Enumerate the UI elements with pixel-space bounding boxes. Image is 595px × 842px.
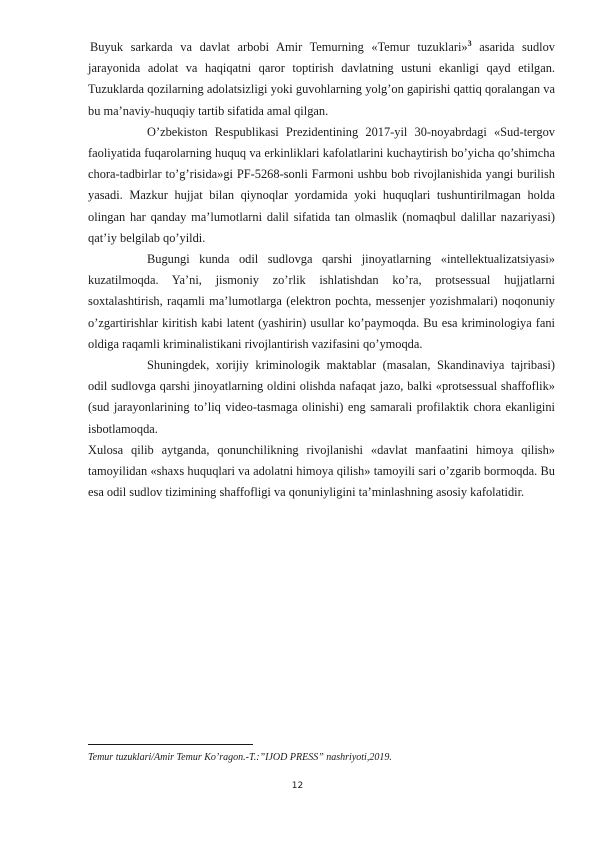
footnote-separator [88, 744, 253, 745]
paragraph-1 [88, 37, 555, 122]
paragraph-conclusion: Xulosa qilib aytganda, qonunchilikning rivojlanishi «davlat manfaatini himoya qilish» tamoyilidan «shaxs huquqlari va adolatni himoya qilish» tamoyili sari o’zgarib bormoqda. Bu esa odil sudlov tizimining shaffofligi va qonuniyligini ta’minlashning asosiy kafolatidir. [88, 442, 555, 500]
paragraph-2: O’zbekiston Respublikasi Prezidentining 2017-yil 30-noyabrdagi «Sud-tergov faoliyatida fuqarolarning huquq va erkinliklari kafolatlarini kuchaytirish bo’yicha qo’shimcha chora-tadbirlar to’g’risida»gi PF-5268-sonli Farmoni ushbu bob rivojlanishida yangi burilish yasadi. Mazkur hujjat bilan qiynoqlar yordamida yoki huquqlari tushuntirilmagan holda olingan har qanday ma’lumotlarni dalil sifatida tan olmaslik (nomaqbul dalillar nazariyasi) qat’iy belgilab qo’yildi. [88, 124, 555, 245]
page-number: 12 [291, 781, 304, 791]
footnote-reference[interactable]: 3 [467, 38, 472, 48]
paragraph-1-text-continued: asarida sudlov jarayonida adolat va haqiqatni qaror toptirish davlatning ustuni ekanligi qayd etilgan. Tuzuklarda qozilarning adolatsizligi yoki guvohlarning yolg’on gapirishi qattiq qoralangan va bu ma’naviy-huquqiy tartib sifatida amal qilgan. [88, 40, 555, 118]
footnote-text: Temur tuzuklari/Amir Temur Ko’ragon.-T.:”IJOD PRESS” nashriyoti,2019. [88, 752, 392, 763]
paragraph-3: Bugungi kunda odil sudlovga qarshi jinoyatlarning «intellektualizatsiyasi» kuzatilmoqda. Ya’ni, jismoniy zo’rlik ishlatishdan ko’ra, protsessual hujjatlarni soxtalashtirish, raqamli ma’lumotlarga (elektron pochta, messenjer yozishmalari) noqonuniy o’zgartirishlar kiritish kabi latent (yashirin) usullar ko’paymoqda. Bu esa kriminologiya fani oldiga raqamli kriminalistikani rivojlantirish vazifasini qo’ymoqda. [88, 252, 555, 351]
paragraph-1-text: Buyuk sarkarda va davlat arbobi Amir Temurning «Temur tuzuklari» [90, 40, 468, 54]
document-body [88, 37, 555, 503]
paragraph-4: Shuningdek, xorijiy kriminologik maktablar (masalan, Skandinaviya tajribasi) odil sudlovga qarshi jinoyatlarning oldini olishda nafaqat jazo, balki «protsessual shaffoflik» (sud jarayonlarining to’liq video-tasmaga olinishi) eng samarali profilaktik chora ekanligini isbotlamoqda. [88, 358, 555, 436]
